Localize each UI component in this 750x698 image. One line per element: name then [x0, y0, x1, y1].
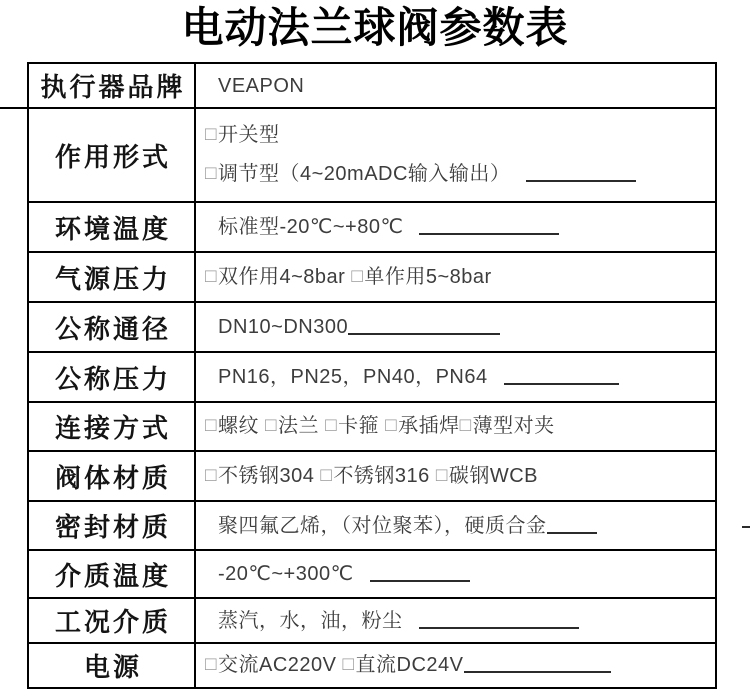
crop-line-artifact [0, 107, 27, 109]
value-line: VEAPON [218, 74, 305, 97]
checkbox-icon: □ [459, 415, 472, 436]
fill-in-underline [348, 333, 500, 335]
checkbox-icon: □ [342, 654, 355, 675]
checkbox-icon: □ [320, 464, 333, 486]
table-row [29, 253, 715, 303]
row-value [196, 502, 715, 549]
table-row [29, 203, 715, 253]
checkbox-icon: □ [205, 654, 217, 675]
row-label: 密封材质 [29, 502, 196, 549]
row-label: 阀体材质 [29, 452, 196, 500]
fill-in-underline [526, 180, 636, 182]
fill-in-underline [419, 233, 559, 235]
value-line: 蒸汽，水，油，粉尘 [205, 609, 715, 633]
value-line: 标准型-20℃~+80℃ [205, 215, 715, 239]
row-label: 介质温度 [29, 551, 196, 597]
fill-in-underline [419, 627, 579, 629]
table-row [29, 109, 715, 203]
row-label: 连接方式 [29, 403, 196, 450]
edge-mark-artifact [742, 526, 750, 528]
fill-in-underline [547, 532, 597, 534]
row-label: 公称通径 [29, 303, 196, 351]
checkbox-icon: □ [205, 415, 217, 436]
fill-in-underline [504, 383, 619, 385]
row-value [196, 452, 715, 500]
checkbox-icon: □ [205, 464, 217, 486]
row-label: 气源压力 [29, 253, 196, 301]
row-label: 执行器品牌 [29, 64, 196, 107]
table-row [29, 353, 715, 403]
value-line: □不锈钢304 □不锈钢316 □碳钢WCB [205, 464, 538, 487]
table-row [29, 64, 715, 109]
value-line: PN16，PN25，PN40，PN64 [205, 365, 715, 389]
value-line: □交流AC220V □直流DC24V [205, 653, 715, 678]
checkbox-icon: □ [265, 415, 278, 436]
value-line: □双作用4~8bar □单作用5~8bar [205, 265, 492, 288]
table-row [29, 551, 715, 599]
row-value [196, 203, 715, 251]
row-value [196, 551, 715, 597]
value-line: □开关型 [205, 124, 280, 146]
row-label: 电源 [29, 644, 196, 687]
table-row [29, 303, 715, 353]
row-value [196, 599, 715, 642]
checkbox-icon: □ [385, 415, 398, 436]
row-value [196, 644, 715, 687]
checkbox-icon: □ [325, 415, 338, 436]
table-row [29, 403, 715, 452]
table-row [29, 644, 715, 687]
checkbox-icon: □ [435, 464, 448, 486]
table-row [29, 502, 715, 551]
fill-in-underline [370, 580, 470, 582]
page-title: 电动法兰球阀参数表 [181, 4, 569, 51]
value-line: □螺纹 □法兰 □卡箍 □承插焊□薄型对夹 [205, 415, 555, 437]
row-value [196, 64, 715, 107]
table-row [29, 452, 715, 502]
row-value [196, 303, 715, 351]
row-label: 公称压力 [29, 353, 196, 401]
row-value [196, 253, 715, 301]
row-value [196, 353, 715, 401]
row-label: 环境温度 [29, 203, 196, 251]
row-value [196, 403, 715, 450]
checkbox-icon: □ [351, 265, 364, 287]
value-line: DN10~DN300 [205, 315, 715, 339]
checkbox-icon: □ [205, 265, 217, 287]
row-value [196, 109, 715, 201]
row-label: 作用形式 [29, 109, 196, 201]
checkbox-icon: □ [205, 163, 217, 184]
value-line: 聚四氟乙烯，（对位聚苯），硬质合金 [205, 514, 715, 538]
parameter-table [27, 62, 717, 689]
table-row [29, 599, 715, 644]
value-line: -20℃~+300℃ [205, 562, 715, 586]
fill-in-underline [464, 671, 611, 673]
row-label: 工况介质 [29, 599, 196, 642]
checkbox-icon: □ [205, 124, 217, 145]
value-line: □调节型（4~20mADC输入输出） [205, 162, 715, 187]
